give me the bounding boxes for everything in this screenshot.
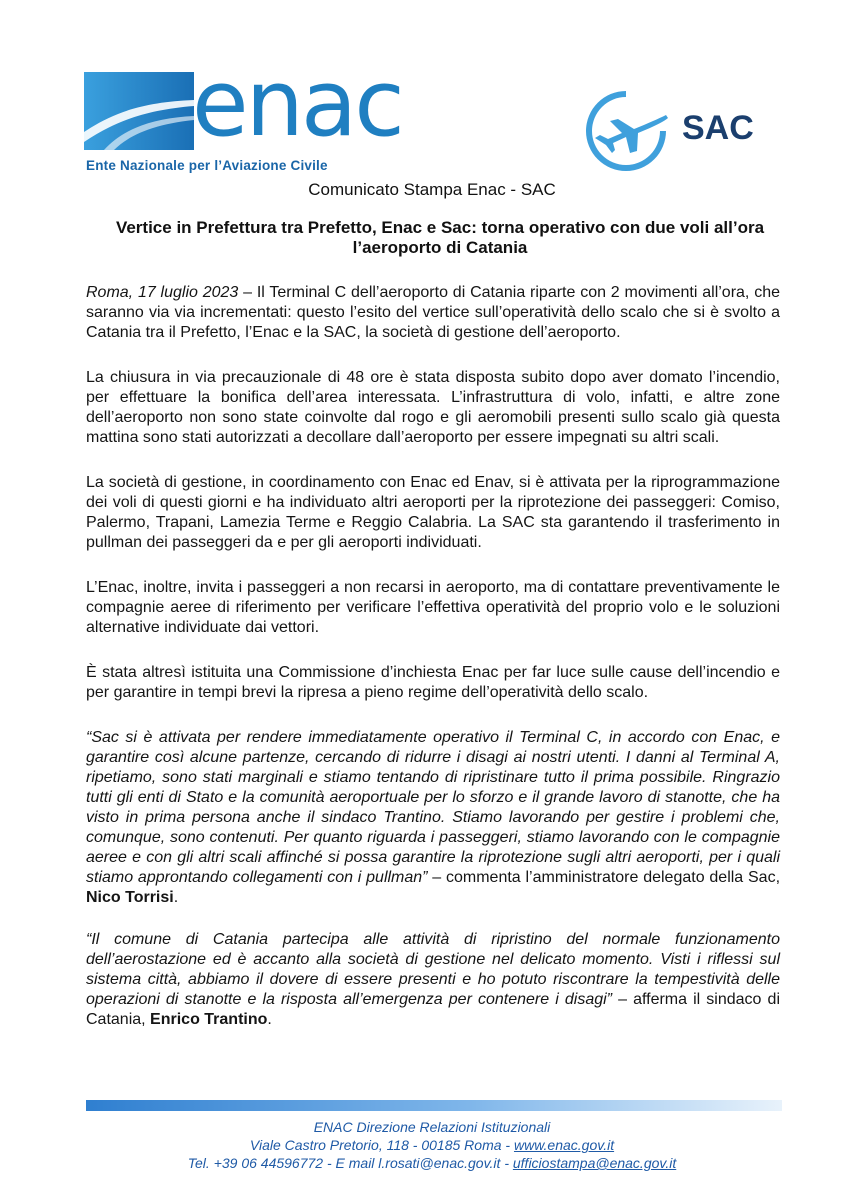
footer-contacts [0,1154,864,1172]
footer-department: ENAC Direzione Relazioni Istituzionali [313,1119,551,1135]
dateline: Roma, 17 luglio 2023 [86,284,239,301]
quote-torrisi [86,728,780,908]
paragraph-rescheduling: La società di gestione, in coordinamento con Enac ed Enav, si è attivata per la riprogrammazione dei voli di questi giorni e ha individuato altri aeroporti per la riprotezione dei passeggeri: Comiso, Palermo, Trapani, Lamezia Terme e Reggio Calabria. La SAC sta garantendo il trasferimento in pullman dei passeggeri da e per gli aeroporti individuati. [86,474,780,551]
quote-trantino-attribution: – afferma il sindaco di Catania, [86,991,780,1028]
enac-emblem-icon [84,72,194,150]
footer-gradient-bar [86,1100,782,1111]
quote-torrisi-text: “Sac si è attivata per rendere immediatamente operativo il Terminal C, in accordo con Enac, e garantire così alcune partenze, cercando di ridurre i disagi ai nostri utenti. I danni al Terminal A, ripetiamo, sono stati marginali e stiamo tentando di ripristinare tutto il prima possibile. Ringrazio tutti gli enti di Stato e la comunità aeroportuale per lo sforzo e il grande lavoro di stanotte, che ha visto in prima persona anche il sindaco Trantino. Stiamo lavorando per gestire i problemi che, comunque, sono contenuti. Per quanto riguarda i passeggeri, stiamo lavorando con le compagnie aeree e con gli altri scali affinché si possa garantire la riprotezione sugli altri aeroporti, per i quali stiamo approntando collegamenti con i pullman” [86,729,780,886]
press-email-link[interactable]: ufficiostampa@enac.gov.it [512,1155,677,1171]
paragraph-intro [86,283,780,343]
quote-torrisi-name: Nico Torrisi [86,889,174,906]
body-text [86,283,780,1051]
footer-address-text: Viale Castro Pretorio, 118 - 00185 Roma - [249,1137,514,1153]
footer-address [0,1136,864,1154]
sac-airplane-icon [582,85,672,175]
quote-trantino-end: . [267,1011,272,1028]
quote-torrisi-attribution: – commenta l’amministratore delegato della Sac, [427,869,781,886]
quote-trantino [86,930,780,1030]
quote-trantino-text: “Il comune di Catania partecipa alle attività di ripristino del normale funzionamento dell’aerostazione ed è accanto alla società di gestione nel delicato momento. Visti i riflessi sul sistema città, abbiamo il dovere di essere presenti e ho potuto riscontrare la tempestività delle operazioni di stanotte e la risposta all’emergenza per contenere i disagi” [86,931,780,1008]
enac-wordmark: enac [192,50,402,157]
paragraph-advice: L’Enac, inoltre, invita i passeggeri a non recarsi in aeroporto, ma di contattare preventivamente le compagnie aeree di riferimento per verificare l’effettiva operatività del proprio volo e le soluzioni alternative individuate dai vettori. [86,579,780,636]
document-label: Comunicato Stampa Enac - SAC [308,180,556,199]
intro-text: – Il Terminal C dell’aeroporto di Catania riparte con 2 movimenti all’ora, che saranno via via incrementati: questo l’esito del vertice sull’operatività dello scalo che si è svolto a Catania tra il Prefetto, l’Enac e la SAC, la società di gestione dell’aeroporto. [86,284,780,341]
quote-trantino-name: Enrico Trantino [150,1011,268,1028]
sac-wordmark: SAC [682,109,754,147]
footer [0,1118,864,1172]
headline: Vertice in Prefettura tra Prefetto, Enac e Sac: torna operativo con due voli all’ora l’aeroporto di Catania [115,218,765,257]
enac-subtitle: Ente Nazionale per l’Aviazione Civile [86,158,328,173]
paragraph-commission: È stata altresì istituita una Commissione d’inchiesta Enac per far luce sulle cause dell’incendio e per garantire in tempi brevi la ripresa a pieno regime dell’operatività dello scalo. [86,664,780,701]
quote-torrisi-end: . [173,889,179,906]
website-link[interactable]: www.enac.gov.it [513,1137,615,1153]
footer-contacts-text: Tel. +39 06 44596772 - E mail l.rosati@enac.gov.it - [187,1155,513,1171]
enac-logo [84,50,402,184]
sac-logo [582,85,782,175]
paragraph-closure: La chiusura in via precauzionale di 48 ore è stata disposta subito dopo aver domato l’incendio, per effettuare la bonifica dell’area interessata. L’infrastruttura di volo, infatti, e altre zone dell’aeroporto non sono state coinvolte dal rogo e gli aeromobili presenti sullo scalo già questa mattina sono stati autorizzati a decollare dall’aeroporto per essere impegnati su altri scali. [86,369,780,446]
